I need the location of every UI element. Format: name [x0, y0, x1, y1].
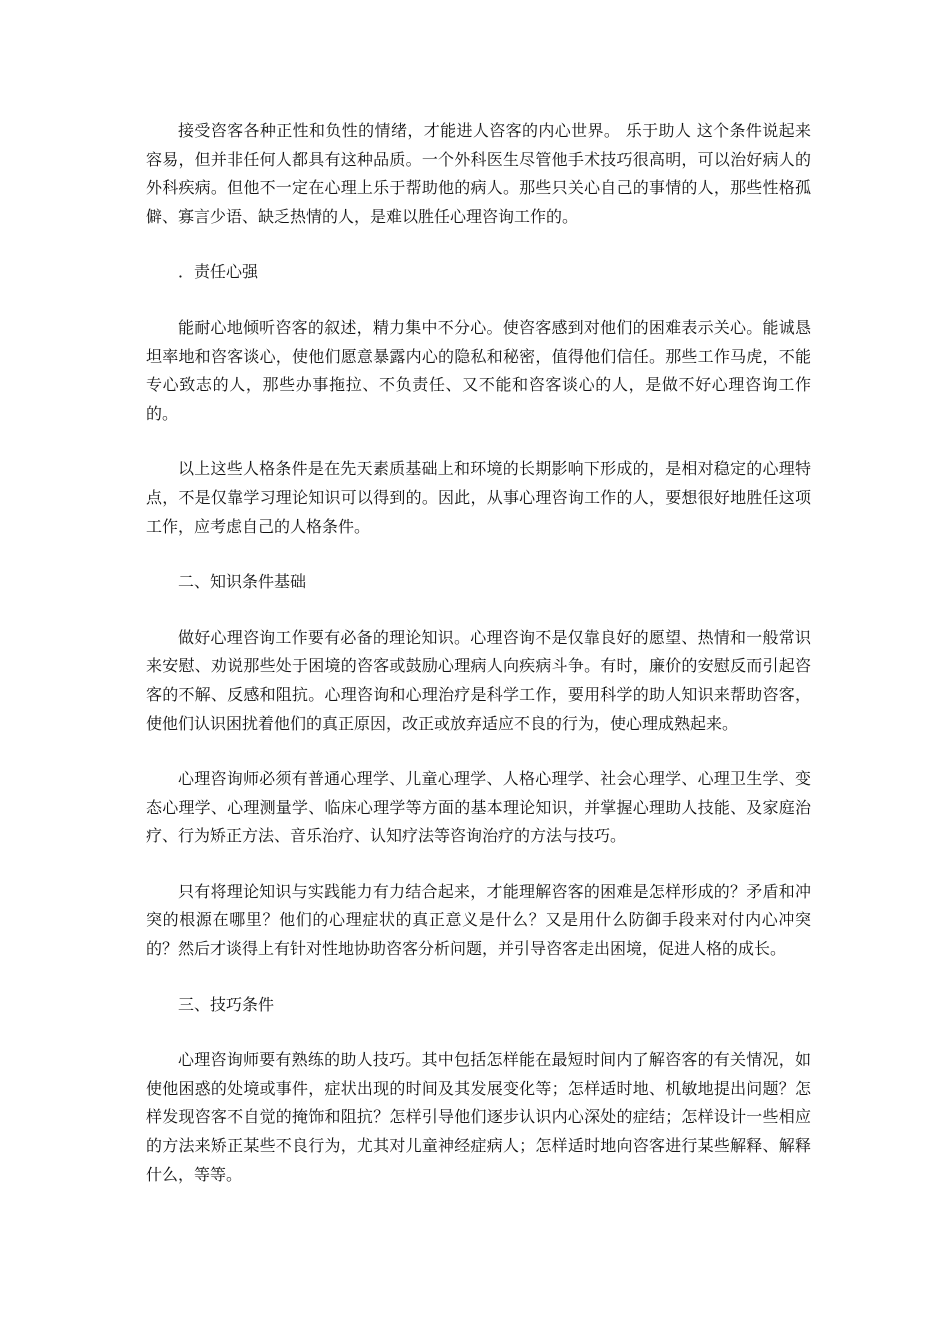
- paragraph: 只有将理论知识与实践能力有力结合起来，才能理解咨客的困难是怎样形成的？矛盾和冲突的根源在哪里？他们的心理症状的真正意义是什么？又是用什么防御手段来对付内心冲突的？然后才谈得上有针对性地协助咨客分析问题，并引导咨客走出困境，促进人格的成长。: [146, 881, 811, 959]
- paragraph: 接受咨客各种正性和负性的情绪，才能进人咨客的内心世界。 乐于助人 这个条件说起来容易，但并非任何人都具有这种品质。一个外科医生尽管他手术技巧很高明，可以治好病人的外科疾病。但他不一定在心理上乐于帮助他的病人。那些只关心自己的事情的人，那些性格孤僻、寡言少语、缺乏热情的人，是难以胜任心理咨询工作的。: [146, 121, 811, 226]
- paragraph: 以上这些人格条件是在先天素质基础上和环境的长期影响下形成的，是相对稳定的心理特点，不是仅靠学习理论知识可以得到的。因此，从事心理咨询工作的人，要想很好地胜任这项工作，应考虑自己的人格条件。: [146, 459, 811, 536]
- paragraph: 心理咨询师必须有普通心理学、儿童心理学、人格心理学、社会心理学、心理卫生学、变态心理学、心理测量学、临床心理学等方面的基本理论知识，并掌握心理助人技能、及家庭治疗、行为矫正方法、音乐治疗、认知疗法等咨询治疗的方法与技巧。: [146, 769, 811, 846]
- section-heading: 二、知识条件基础: [178, 572, 307, 592]
- paragraph: 心理咨询师要有熟练的助人技巧。其中包括怎样能在最短时间内了解咨客的有关情况，如使他困惑的处境或事件，症状出现的时间及其发展变化等；怎样适时地、机敏地提出问题？怎样发现咨客不自觉的掩饰和阻抗？怎样引导他们逐步认识内心深处的症结；怎样设计一些相应的方法来矫正某些不良行为，尤其对儿童神经症病人；怎样适时地向咨客进行某些解释、解释什么，等等。: [146, 1050, 811, 1184]
- section-heading: 三、技巧条件: [178, 994, 275, 1014]
- document-body: [146, 117, 811, 1216]
- paragraph: 做好心理咨询工作要有必备的理论知识。心理咨询不是仅靠良好的愿望、热情和一般常识来安慰、劝说那些处于困境的咨客或鼓励心理病人向疾病斗争。有时，廉价的安慰反而引起咨客的不解、反感和阻抗。心理咨询和心理治疗是科学工作，要用科学的助人知识来帮助咨客，使他们认识困扰着他们的真正原因，改正或放弃适应不良的行为，使心理成熟起来。: [146, 627, 811, 733]
- paragraph: 能耐心地倾听咨客的叙述，精力集中不分心。使咨客感到对他们的困难表示关心。能诚恳坦率地和咨客谈心，使他们愿意暴露内心的隐私和秘密，值得他们信任。那些工作马虎，不能专心致志的人，那些办事拖拉、不负责任、又不能和咨客谈心的人，是做不好心理咨询工作的。: [146, 317, 811, 423]
- section-heading: ．责任心强: [178, 262, 259, 282]
